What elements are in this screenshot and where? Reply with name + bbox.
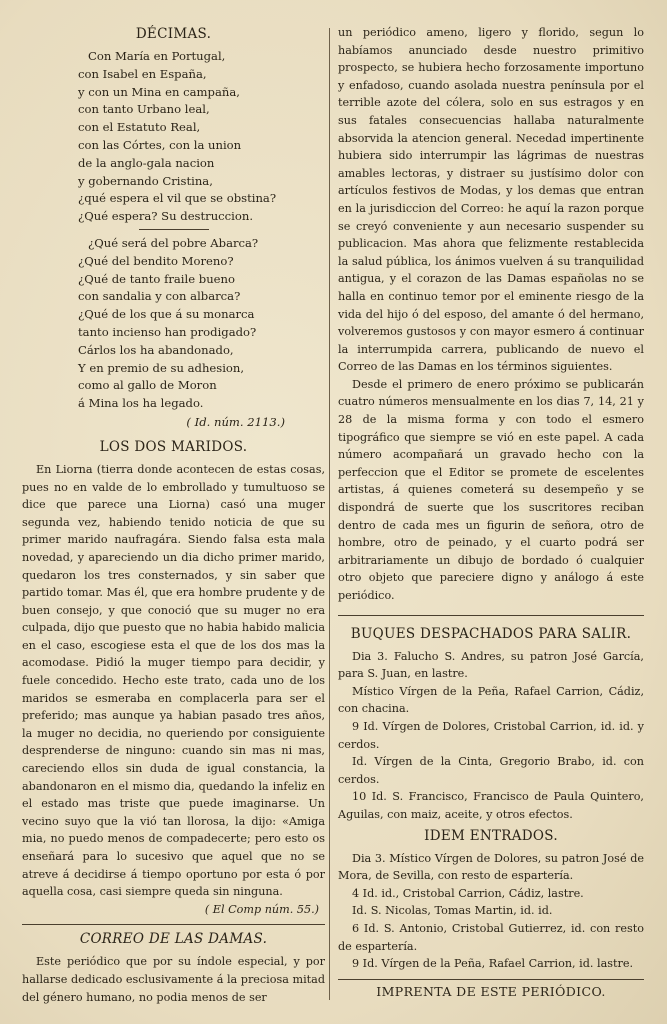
imprenta-footer: IMPRENTA DE ESTE PERIÓDICO. [338,979,644,999]
maridos-title: LOS DOS MARIDOS. [99,438,248,455]
verse-line: con sandalia y con albarca? [78,289,241,304]
buques-entry: Id. Vírgen de la Cinta, Gregorio Brabo, id. con cerdos. [338,755,644,786]
verse-line: tanto incienso han prodigado? [78,324,257,339]
verse-line: á Mina los ha legado. [78,396,204,411]
verse-line: ¿Qué espera? Su destruccion. [78,209,254,224]
verse-line: y gobernando Cristina, [78,173,213,188]
entrados-entry: 6 Id. S. Antonio, Cristobal Gutierrez, id. con resto de espartería. [338,921,644,953]
verse-line: Y en premio de su adhesion, [78,360,245,375]
decimas-signature: ( Id. núm. 2113.) [186,414,285,429]
column-divider [329,28,330,1000]
verse-line: de la anglo-gala nacion [78,155,215,170]
correo-title: CORREO DE LAS DAMAS. [22,924,325,947]
decimas-stanza-2 [78,235,325,413]
verse-line: con el Estatuto Real, [78,120,201,135]
decimas-title: DÉCIMAS. [135,26,212,42]
maridos-signature: ( El Comp núm. 55.) [204,902,319,916]
verse-line: con tanto Urbano leal, [78,102,210,117]
verse-line: con Isabel en España, [78,66,207,81]
verse-line: y con un Mina en campaña, [78,84,240,99]
section-rule [338,615,644,616]
correo-paragraph-2: Desde el primero de enero próximo se publicarán cuatro números mensualmente en los dias 7, 14, 21 y 28 de la misma forma y con todo el esmero tipográfico que siempre se vió en este papel. A cada número acompañará un gravado hecho con la perfeccion que el Editor se promete de escelentes artistas, á quienes cometerá su desempeño y se dispondrá de suerte que los suscritores reciban dentro de cada mes un figurin de señora, otro de hombre, otro de peinado, y el cuarto podrá ser arbitrariamente un dibujo de bordado ó cualquier otro objeto que pareciere digno y análogo á este periódico. [338,377,644,602]
buques-entry: Dia 3. Falucho S. Andres, su patron José García, para S. Juan, en lastre. [338,649,644,681]
decimas-stanza-1 [78,48,325,226]
entrados-entry: 4 Id. id., Cristobal Carrion, Cádiz, lastre. [352,886,584,900]
verse-line: ¿Qué será del pobre Abarca? [88,235,259,250]
entrados-entry: Id. S. Nicolas, Tomas Martin, id. id. [352,904,553,918]
correo-continuation: un periódico ameno, ligero y florido, segun lo habíamos anunciado desde nuestro primitivo prospecto, se hubiera hecho forzosamente importuno y enfadoso, cuando asolada nuestra península por el terrible azote del cólera, solo en sus estragos y en sus fatales consecuencias hallaba naturalmente absorvida la atencion general. Necedad impertinente hubiera sido interrumpir las lágrimas de nuestras amables lectoras, y distraer su justísimo dolor con artículos festivos de Modas, y los demas que entran en la jurisdiccion del Correo: he aquí la razon porque se creyó conveniente y aun necesario suspender su publicacion. Mas ahora que felizmente restablecida la salud pública, los ánimos vuelven á su tranquilidad antigua, y el corazon de las Damas españolas no se halla en continuo temor por el eminente riesgo de la vida del hijo ó del esposo, del amante ó del hermano, volveremos gustosos y con mayor esmero á continuar la interrumpida carrera, publicando de nuevo el Correo de las Damas en los términos siguientes. [338,26,644,374]
stanza-divider [139,229,209,230]
right-column [338,24,644,999]
entrados-entry: 9 Id. Vírgen de la Peña, Rafael Carrion, id. lastre. [352,957,634,971]
verse-line: Con María en Portugal, [88,49,226,63]
buques-entry: Místico Vírgen de la Peña, Rafael Carrion, Cádiz, con chacina. [338,684,644,716]
correo-intro: Este periódico que por su índole especial, y por hallarse dedicado esclusivamente á la preciosa mitad del género humano, no podia menos de ser [22,955,325,1004]
verse-line: ¿qué espera el vil que se obstina? [78,191,277,206]
entrados-title: IDEM ENTRADOS. [424,827,558,844]
buques-entry: 9 Id. Vírgen de Dolores, Cristobal Carrion, id. id. y cerdos. [338,719,644,751]
verse-line: Cárlos los ha abandonado, [78,342,234,357]
maridos-body: En Liorna (tierra donde acontecen de estas cosas, pues no en valde de lo embrollado y tumultuoso se dice que parece una Liorna) casó una muger segunda vez, habiendo tenido noticia de que su primer marido naufragára. Siendo falsa esta mala novedad, y apareciendo un dia dicho primer marido, quedaron los tres consternados, y sin saber que partido tomar. Mas él, que era hombre prudente y de buen consejo, y que conoció que su muger no era culpada, dijo que puesto que no habia habido malicia en el caso, escogiese esta el que de los dos mas la acomodase. Pidió la muger tiempo para decidir, y fuele concedido. Hecho este trato, cada uno de los maridos se esmeraba en complacerla para ser el preferido; mas aunque ya habian pasado tres años, la muger no decidia, no queriendo por consiguiente desprenderse de ninguno: cuando sin mas ni mas, careciendo ellos sin duda de igual constancia, la abandonaron en el mismo dia, quedando la infeliz en el estado mas triste que puede imaginarse. Un vecino suyo que la vió tan llorosa, la dijo: «Amiga mia, no puedo menos de compadecerte; pero esto os enseñará para lo sucesivo que aquel que no se atreve á decidirse á tiempo oportuno por esta ó por aquella cosa, casi siempre queda sin ninguna. [22,462,325,899]
buques-title: BUQUES DESPACHADOS PARA SALIR. [350,625,632,642]
verse-line: ¿Qué de tanto fraile bueno [78,271,235,286]
verse-line: como al gallo de Moron [78,378,217,393]
verse-line: ¿Qué del bendito Moreno? [78,253,234,268]
verse-line: con las Córtes, con la union [78,137,242,152]
entrados-entry: Dia 3. Místico Vírgen de Dolores, su patron José de Mora, de Sevilla, con resto de espartería. [338,851,644,883]
left-column [22,24,325,1006]
verse-line: ¿Qué de los que á su monarca [78,307,255,322]
buques-entry: 10 Id. S. Francisco, Francisco de Paula Quintero, Aguilas, con maiz, aceite, y otros efectos. [338,790,644,821]
